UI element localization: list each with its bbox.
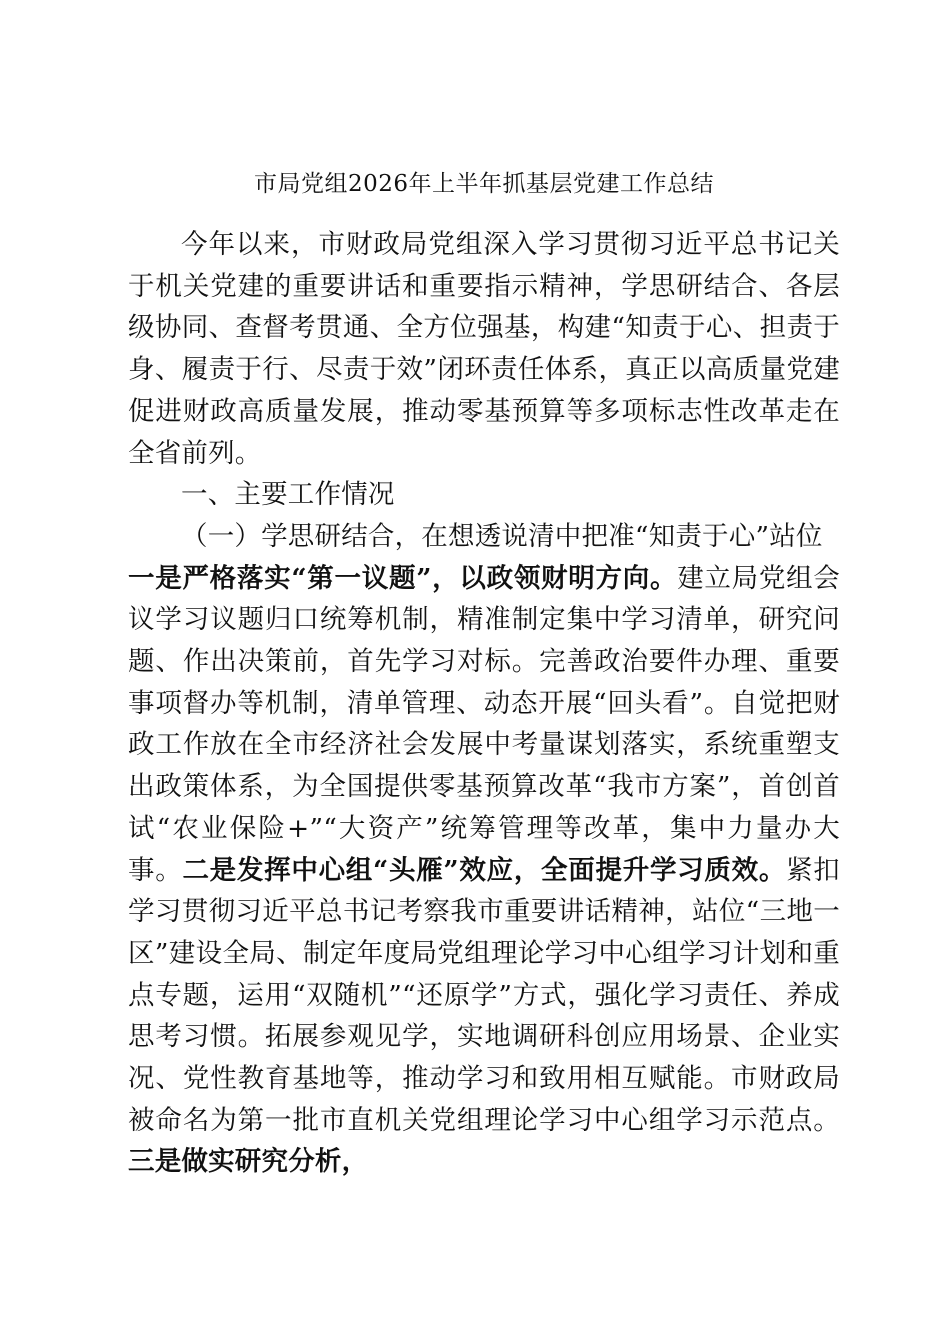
point2-lead: 二是发挥中心组“头雁”效应，全面提升学习质效。 xyxy=(182,854,787,886)
point1-lead: 一是严格落实“第一议题”，以政领财明方向。 xyxy=(128,562,678,594)
intro-paragraph: 今年以来，市财政局党组深入学习贯彻习近平总书记关于机关党建的重要讲话和重要指示精神，学思研结合、各层级协同、查督考贯通、全方位强基，构建“知责于心、担责于身、履责于行、尽责于效”闭环责任体系，真正以高质量党建促进财政高质量发展，推动零基预算等多项标志性改革走在全省前列。 xyxy=(128,229,840,469)
subsection-body-paragraph xyxy=(128,558,840,1184)
section-heading: 一、主要工作情况 xyxy=(181,479,395,511)
point1-text: 建立局党组会议学习议题归口统筹机制，精准制定集中学习清单，研究问题、作出决策前，首先学习对标。完善政治要件办理、重要事项督办等机制，清单管理、动态开展“回头看”。自觉把财政工作放在全市经济社会发展中考量谋划落实，系统重塑支出政策体系，为全国提供零基预算改革“我市方案”，首创首试“农业保险+”“大资产”统筹管理等改革，集中力量办大事。 xyxy=(128,562,841,886)
subsection-heading: （一）学思研结合，在想透说清中把准“知责于心”站位 xyxy=(181,520,823,552)
document-page xyxy=(128,168,840,1183)
document-title: 市局党组2026年上半年抓基层党建工作总结 xyxy=(253,171,715,197)
point3-lead: 三是做实研究分析， xyxy=(128,1146,369,1178)
point2-text: 紧扣学习贯彻习近平总书记考察我市重要讲话精神，站位“三地一区”建设全局、制定年度局党组理论学习中心组学习计划和重点专题，运用“双随机”“还原学”方式，强化学习责任、养成思考习惯。拓展参观见学，实地调研科创应用场景、企业实况、党性教育基地等，推动学习和致用相互赋能。市财政局被命名为第一批市直机关党组理论学习中心组学习示范点。 xyxy=(128,854,841,1136)
